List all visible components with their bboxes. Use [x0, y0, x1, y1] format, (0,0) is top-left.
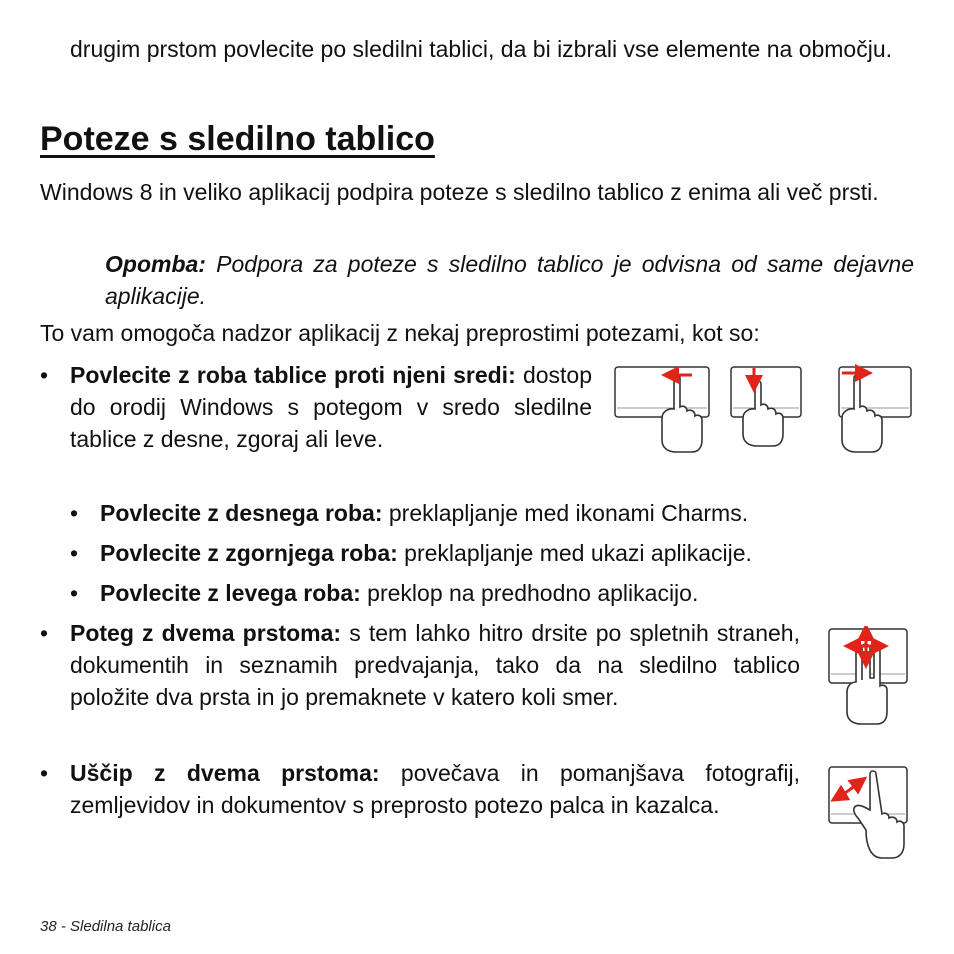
note-text: Podpora za poteze s sledilno tablico je odvisna od same dejavne aplikacije. [105, 251, 914, 309]
bullet: • [40, 760, 49, 786]
touchpad-swipe-left-icon [839, 367, 911, 452]
sub-item-right-edge [100, 497, 914, 529]
touchpad-swipe-right-icon [615, 367, 709, 452]
sub-item-top-edge [100, 537, 914, 569]
sub-item-left-edge [100, 577, 914, 609]
item-swipe-edge [70, 359, 592, 455]
note-label: Opomba: [105, 251, 206, 277]
sub-item-text: preklapljanje med ukazi aplikacije. [397, 540, 752, 566]
sub-bullet: • [70, 540, 79, 566]
paragraph-overview: To vam omogoča nadzor aplikacij z nekaj preprostimi potezami, kot so: [40, 320, 760, 346]
item-swipe-title: Povlecite z roba tablice proti njeni sredi: [70, 362, 516, 388]
touchpad-swipe-top-icon [731, 367, 801, 446]
pinch-zoom-figure [826, 764, 910, 864]
section-title: Poteze s sledilno tablico [40, 120, 435, 158]
item-pinch-text: povečava in pomanjšava fotografij, zemljevidov in dokumentov s preprosto potezo palca in kazalca. [70, 760, 800, 818]
item-swipe-text: dostop do orodij Windows s potegom v sredo sledilne tablice z desne, zgoraj ali leve. [70, 362, 592, 452]
bullet: • [40, 362, 49, 388]
item-two-finger-text: s tem lahko hitro drsite po spletnih straneh, dokumentih in seznamih predvajanja, tako da na sledilno tablico položite dva prsta in jo premaknete v katero koli smer. [70, 620, 800, 710]
two-finger-scroll-figure [826, 626, 910, 728]
paragraph-windows8: Windows 8 in veliko aplikacij podpira poteze s sledilno tablico z enima ali več prsti. [40, 179, 879, 205]
intro-continuation: drugim prstom povlecite po sledilni tablici, da bi izbrali vse elemente na območju. [70, 36, 893, 62]
item-pinch [70, 757, 800, 821]
item-two-finger-scroll [70, 617, 800, 713]
sub-item-title: Povlecite z levega roba: [100, 580, 361, 606]
bullet: • [40, 620, 49, 646]
item-pinch-title: Uščip z dvema prstoma: [70, 760, 380, 786]
sub-item-title: Povlecite z zgornjega roba: [100, 540, 398, 566]
swipe-gestures-figure [612, 364, 912, 456]
note [105, 248, 914, 312]
sub-item-title: Povlecite z desnega roba: [100, 500, 383, 526]
item-two-finger-title: Poteg z dvema prstoma: [70, 620, 342, 646]
sub-item-text: preklop na predhodno aplikacijo. [360, 580, 699, 606]
sub-bullet: • [70, 500, 79, 526]
page-footer: 38 - Sledilna tablica [40, 918, 171, 935]
sub-bullet: • [70, 580, 79, 606]
sub-item-text: preklapljanje med ikonami Charms. [382, 500, 749, 526]
